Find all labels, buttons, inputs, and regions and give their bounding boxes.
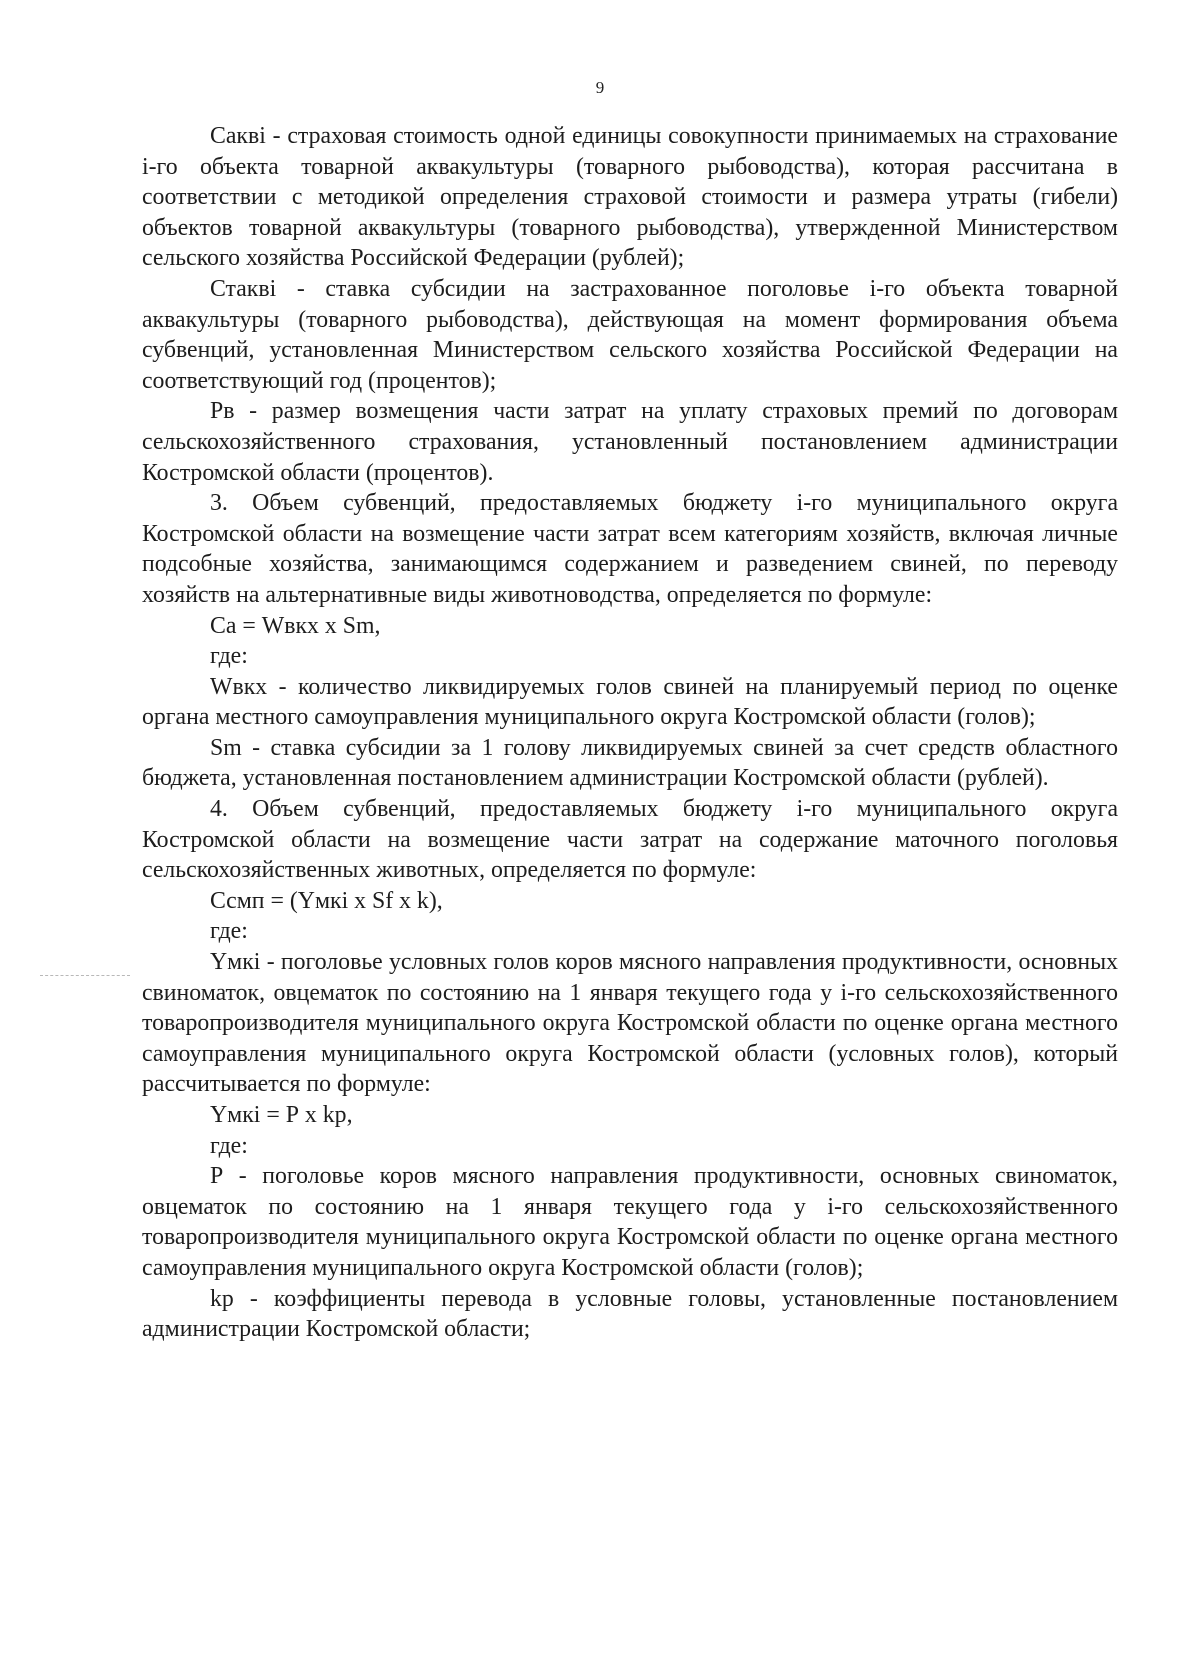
formula-ymki: Yмкі = Р х kр, bbox=[210, 1102, 353, 1128]
where-label: где: bbox=[210, 643, 248, 670]
definition-ymki: Yмкі - поголовье условных голов коров мясного направления продуктивности, основных свиноматок, овцематок по состоянию на 1 января текущего года у і-го сельскохозяйственного товаропроизводителя муниципального округа Костромской области по оценке органа местного самоуправления муниципального округа Костромской области (условных голов), который рассчитывается по формуле: bbox=[142, 949, 1118, 1098]
page-number: 9 bbox=[595, 78, 605, 97]
clause-4: 4. Объем субвенций, предоставляемых бюджету і-го муниципального округа Костромской области на возмещение части затрат на содержание маточного поголовья сельскохозяйственных животных, определяется по формуле: bbox=[142, 796, 1118, 884]
document-body bbox=[142, 121, 1118, 1345]
where-label: где: bbox=[210, 918, 248, 945]
definition-sm: Sm - ставка субсидии за 1 голову ликвидируемых свиней за счет средств областного бюджета, установленная постановлением администрации Костромской области (рублей). bbox=[142, 734, 1118, 792]
definition-wvkh: Wвкх - количество ликвидируемых голов свиней на планируемый период по оценке органа местного самоуправления муниципального округа Костромской области (голов); bbox=[142, 673, 1118, 731]
definition-rv: Рв - размер возмещения части затрат на уплату страховых премий по договорам сельскохозяйственного страхования, установленный постановлением администрации Костромской области (процентов). bbox=[142, 398, 1118, 486]
formula-ca: Са = Wвкх х Sm, bbox=[210, 612, 381, 639]
clause-3: 3. Объем субвенций, предоставляемых бюджету і-го муниципального округа Костромской области на возмещение части затрат всем категориям хозяйств, включая личные подсобные хозяйства, занимающимся содержанием и разведением свиней, по переводу хозяйств на альтернативные виды животноводства, определяется по формуле: bbox=[142, 490, 1118, 608]
definition-kr: kр - коэффициенты перевода в условные головы, установленные постановлением администрации Костромской области; bbox=[142, 1285, 1118, 1343]
definition-p: Р - поголовье коров мясного направления продуктивности, основных свиноматок, овцематок по состоянию на 1 января текущего года у і-го сельскохозяйственного товаропроизводителя муниципального округа Костромской области по оценке органа местного самоуправления муниципального округа Костромской области (голов); bbox=[142, 1163, 1118, 1281]
definition-sakvi: Сакві - страховая стоимость одной единицы совокупности принимаемых на страхование і-го объекта товарной аквакультуры (товарного рыбоводства), которая рассчитана в соответствии с методикой определения страховой стоимости и размера утраты (гибели) объектов товарной аквакультуры (товарного рыбоводства), утвержденной Министерством сельского хозяйства Российской Федерации (рублей); bbox=[142, 123, 1118, 272]
scan-artifact-dash bbox=[40, 975, 130, 976]
formula-csmp: Ссмп = (Yмкі х Sf х k), bbox=[210, 887, 443, 914]
where-label: где: bbox=[210, 1132, 248, 1159]
definition-stakvi: Стакві - ставка субсидии на застрахованное поголовье і-го объекта товарной аквакультуры (товарного рыбоводства), действующая на момент формирования объема субвенций, установленная Министерством сельского хозяйства Российской Федерации на соответствующий год (процентов); bbox=[142, 275, 1118, 394]
